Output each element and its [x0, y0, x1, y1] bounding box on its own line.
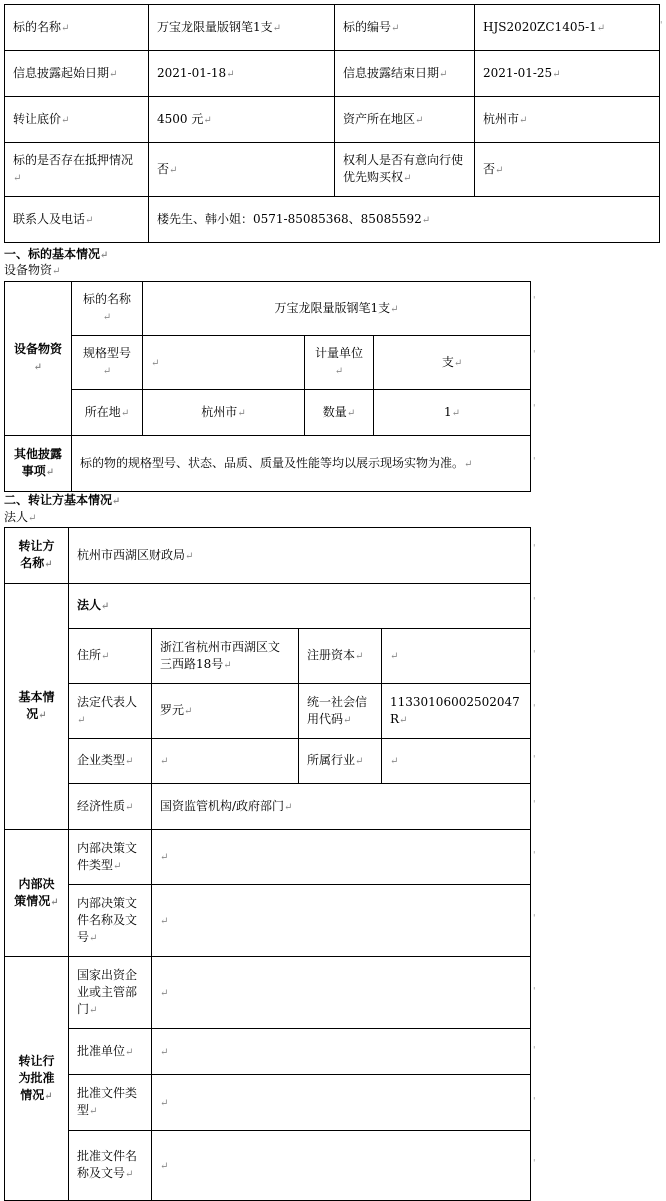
transferor-name-value: 杭州市西湖区财政局↵: [69, 528, 531, 584]
registered-capital-label: 注册资本↵: [299, 629, 382, 684]
row-end-mark: ': [533, 851, 536, 861]
disclosure-end-value: 2021-01-25↵: [475, 51, 660, 97]
row-end-mark: ': [533, 1159, 536, 1169]
legal-rep-value: 罗元↵: [152, 684, 299, 739]
preemption-value: 否↵: [475, 143, 660, 197]
disclosure-start-value: 2021-01-18↵: [149, 51, 335, 97]
contact-label: 联系人及电话↵: [5, 197, 149, 243]
state-enterprise-value: ↵: [152, 957, 531, 1029]
transferor-name-label: 转让方名称↵: [5, 528, 69, 584]
place-value: 杭州市↵: [143, 390, 305, 436]
target-code-value: HJS2020ZC1405-1↵: [475, 5, 660, 51]
asset-location-label: 资产所在地区↵: [335, 97, 475, 143]
disclosure-end-label: 信息披露结束日期↵: [335, 51, 475, 97]
contact-value: 楼先生、韩小姐：0571-85085368、85085592↵: [149, 197, 660, 243]
legal-rep-label: 法定代表人↵: [69, 684, 152, 739]
industry-value: ↵: [382, 739, 531, 784]
place-label: 所在地↵: [72, 390, 143, 436]
decision-info-label: 内部决策情况↵: [5, 830, 69, 957]
quantity-label: 数量↵: [305, 390, 374, 436]
spec-value: ↵: [143, 336, 305, 390]
section-1-subheading: 设备物资↵: [4, 263, 61, 277]
target-code-label: 标的编号↵: [335, 5, 475, 51]
row-end-mark: ': [533, 544, 536, 554]
decision-doc-type-value: ↵: [152, 830, 531, 885]
row-end-mark: ': [533, 650, 536, 660]
section-2-subheading: 法人↵: [4, 510, 37, 524]
industry-label: 所属行业↵: [299, 739, 382, 784]
row-end-mark: ': [533, 800, 536, 810]
equipment-table: [4, 281, 531, 492]
reserve-price-value: 4500 元↵: [149, 97, 335, 143]
mortgage-label: 标的是否存在抵押情况↵: [5, 143, 149, 197]
other-disclosure-label: 其他披露事项↵: [5, 436, 72, 492]
row-end-mark: ': [533, 296, 536, 306]
transferor-table: [4, 527, 531, 1201]
row-end-mark: ': [533, 704, 536, 714]
decision-doc-name-value: ↵: [152, 885, 531, 957]
row-end-mark: ': [533, 404, 536, 414]
target-name-value: 万宝龙限量版钢笔1支↵: [149, 5, 335, 51]
unit-value: 支↵: [374, 336, 531, 390]
preemption-label: 权利人是否有意向行使优先购买权↵: [335, 143, 475, 197]
basic-info-label: 基本情况↵: [5, 584, 69, 830]
spec-label: 规格型号↵: [72, 336, 143, 390]
section-1-heading: 一、标的基本情况↵: [4, 247, 109, 261]
economic-nature-label: 经济性质↵: [69, 784, 152, 830]
enterprise-type-label: 企业类型↵: [69, 739, 152, 784]
approval-unit-label: 批准单位↵: [69, 1029, 152, 1075]
disclosure-start-label: 信息披露起始日期↵: [5, 51, 149, 97]
unit-label: 计量单位↵: [305, 336, 374, 390]
legal-person-heading: 法人↵: [69, 584, 531, 629]
approval-info-label: 转让行为批准情况↵: [5, 957, 69, 1201]
decision-doc-type-label: 内部决策文件类型↵: [69, 830, 152, 885]
credit-code-value: 11330106002502047R↵: [382, 684, 531, 739]
target-name-label: 标的名称↵: [5, 5, 149, 51]
address-value: 浙江省杭州市西湖区文三西路18号↵: [152, 629, 299, 684]
address-label: 住所↵: [69, 629, 152, 684]
decision-doc-name-label: 内部决策文件名称及文号↵: [69, 885, 152, 957]
reserve-price-label: 转让底价↵: [5, 97, 149, 143]
registered-capital-value: ↵: [382, 629, 531, 684]
equipment-name-label: 标的名称↵: [72, 282, 143, 336]
credit-code-label: 统一社会信用代码↵: [299, 684, 382, 739]
row-end-mark: ': [533, 350, 536, 360]
approval-file-name-value: ↵: [152, 1131, 531, 1201]
state-enterprise-label: 国家出资企业或主管部门↵: [69, 957, 152, 1029]
other-disclosure-value: 标的物的规格型号、状态、品质、质量及性能等均以展示现场实物为准。↵: [72, 436, 531, 492]
equipment-group-label: 设备物资↵: [5, 282, 72, 436]
enterprise-type-value: ↵: [152, 739, 299, 784]
section-2-heading: 二、转让方基本情况↵: [4, 493, 121, 507]
row-end-mark: ': [533, 914, 536, 924]
quantity-value: 1↵: [374, 390, 531, 436]
approval-file-type-label: 批准文件类型↵: [69, 1075, 152, 1131]
approval-file-type-value: ↵: [152, 1075, 531, 1131]
row-end-mark: ': [533, 457, 536, 467]
summary-table: [4, 4, 663, 243]
row-end-mark: ': [533, 597, 536, 607]
row-end-mark: ': [533, 755, 536, 765]
mortgage-value: 否↵: [149, 143, 335, 197]
row-end-mark: ': [533, 1097, 536, 1107]
asset-location-value: 杭州市↵: [475, 97, 660, 143]
row-end-mark: ': [533, 1046, 536, 1056]
economic-nature-value: 国资监管机构/政府部门↵: [152, 784, 531, 830]
equipment-name-value: 万宝龙限量版钢笔1支↵: [143, 282, 531, 336]
row-end-mark: ': [533, 987, 536, 997]
row-end-mark: ': [660, 21, 663, 31]
approval-file-name-label: 批准文件名称及文号↵: [69, 1131, 152, 1201]
approval-unit-value: ↵: [152, 1029, 531, 1075]
